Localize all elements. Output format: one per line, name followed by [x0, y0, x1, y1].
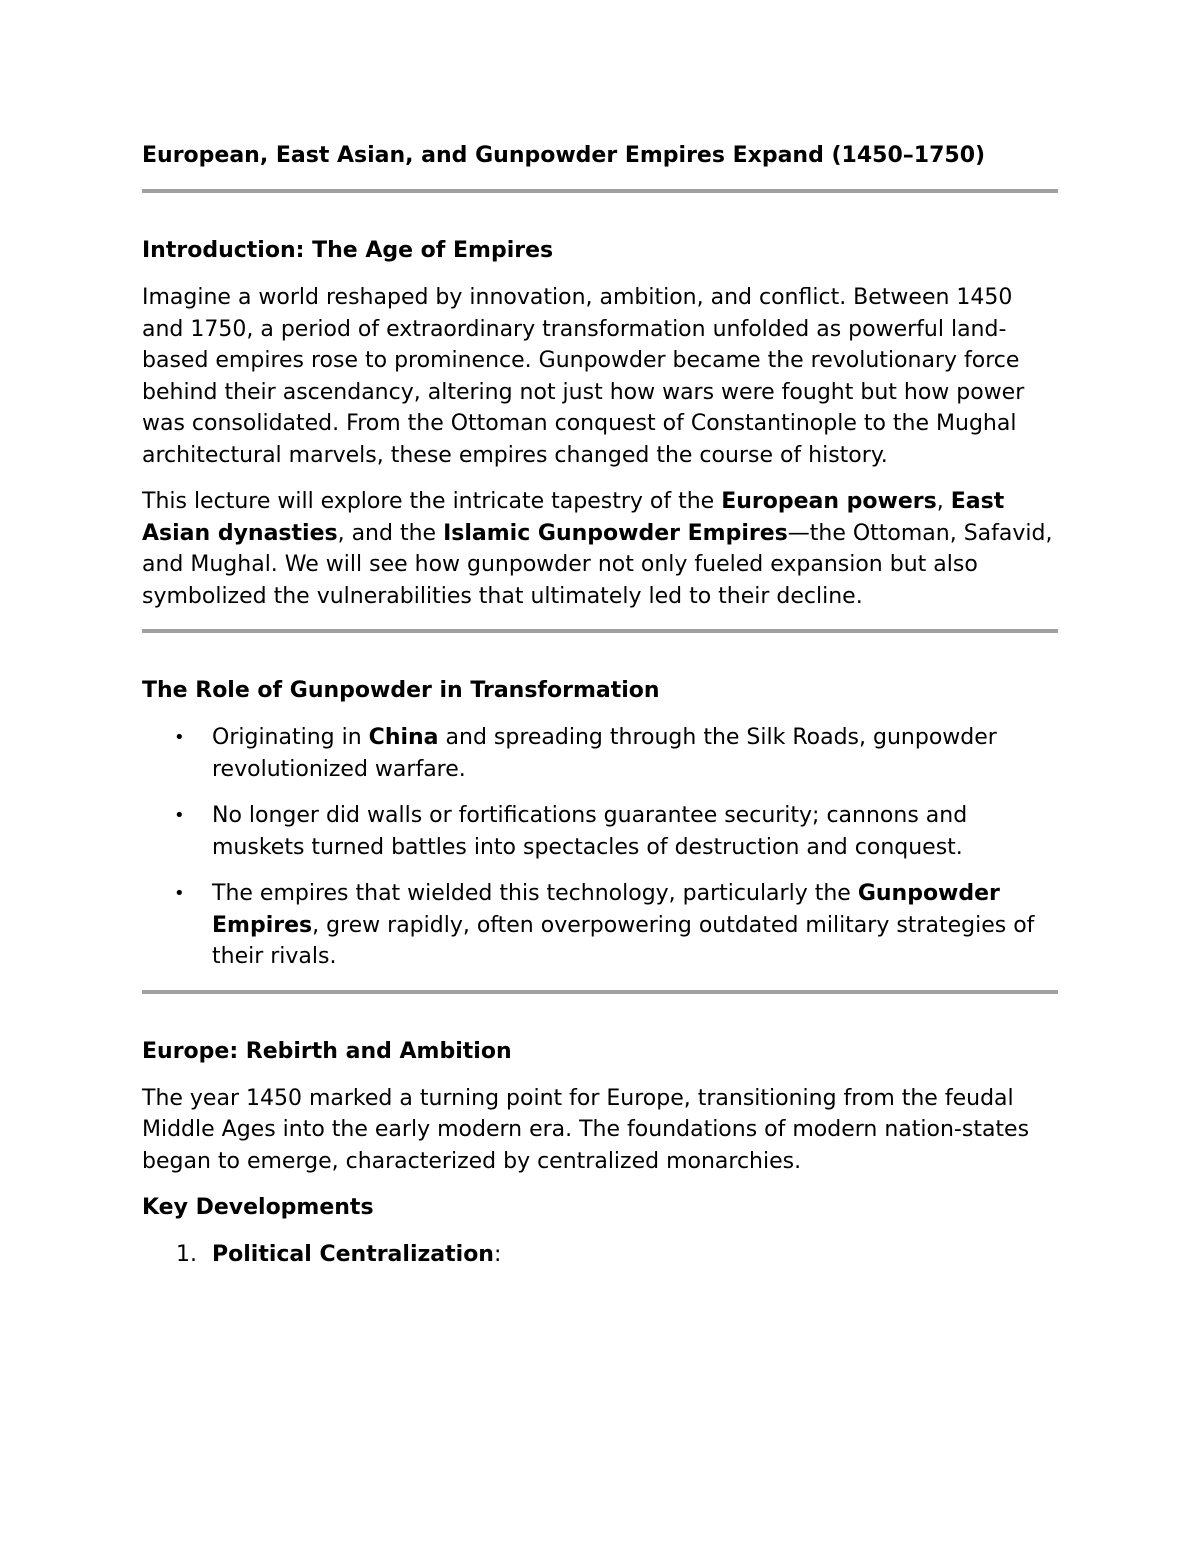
intro-paragraph-2 — [142, 486, 1058, 612]
gunpowder-bullet-list — [142, 722, 1058, 973]
divider — [142, 189, 1058, 193]
list-item — [142, 800, 1058, 863]
list-item — [142, 1239, 1058, 1271]
text-run: and spreading through the Silk Roads, gunpowder revolutionized warfare. — [212, 725, 997, 782]
list-item — [142, 878, 1058, 973]
text-run: : — [493, 1242, 502, 1267]
text-run: No longer did walls or fortifications guarantee security; cannons and muskets turned battles into spectacles of destruction and conquest. — [212, 803, 968, 860]
text-run: —the Ottoman, Safavid, and Mughal. We will see how gunpowder not only fueled expansion but also symbolized the vulnerabilities that ultimately led to their decline. — [142, 520, 1053, 609]
europe-paragraph: The year 1450 marked a turning point for Europe, transitioning from the feudal Middle Ages into the early modern era. The foundations of modern nation-states began to emerge, characterized by centralized monarchies. — [142, 1085, 1030, 1174]
divider — [142, 990, 1058, 994]
intro-heading: Introduction: The Age of Empires — [142, 238, 554, 263]
key-developments-list — [142, 1239, 1058, 1271]
europe-heading: Europe: Rebirth and Ambition — [142, 1038, 512, 1064]
text-run: This lecture will explore the intricate tapestry of the — [142, 489, 722, 514]
bold-term: Political Centralization — [212, 1242, 494, 1267]
bold-term: East Asian dynasties — [142, 489, 1005, 546]
list-number: 1. — [176, 1242, 197, 1267]
text-run: , grew rapidly, often overpowering outdated military strategies of their rivals. — [212, 912, 1035, 969]
gunpowder-heading: The Role of Gunpowder in Transformation — [142, 678, 660, 703]
bold-term: China — [368, 725, 439, 750]
bullet-marker: • — [174, 805, 185, 826]
bold-term: Gunpowder Empires — [212, 881, 1000, 938]
bullet-marker: • — [174, 727, 185, 748]
text-run: The empires that wielded this technology, particularly the — [212, 881, 858, 906]
key-developments-heading: Key Developments — [142, 1195, 374, 1220]
intro-paragraph-1: Imagine a world reshaped by innovation, ambition, and conflict. Between 1450 and 1750, a period of extraordinary transformation unfolded as powerful land-based empires rose to prominence. Gunpowder became the revolutionary force behind their ascendancy, altering not just how wars were fought but how power was consolidated. From the Ottoman conquest of Constantinople to the Mughal architectural marvels, these empires changed the course of history. — [142, 285, 1025, 468]
bold-term: Islamic Gunpowder Empires — [443, 520, 788, 546]
bullet-marker: • — [174, 883, 185, 904]
text-run: , — [936, 489, 951, 514]
list-item — [142, 722, 1058, 785]
text-run: , and the — [337, 520, 444, 546]
bold-term: European powers — [721, 489, 937, 514]
document-title: European, East Asian, and Gunpowder Empires Expand (1450–1750) — [142, 143, 986, 168]
divider — [142, 629, 1058, 633]
text-run: Originating in — [212, 725, 369, 750]
document-page — [142, 138, 1058, 1271]
